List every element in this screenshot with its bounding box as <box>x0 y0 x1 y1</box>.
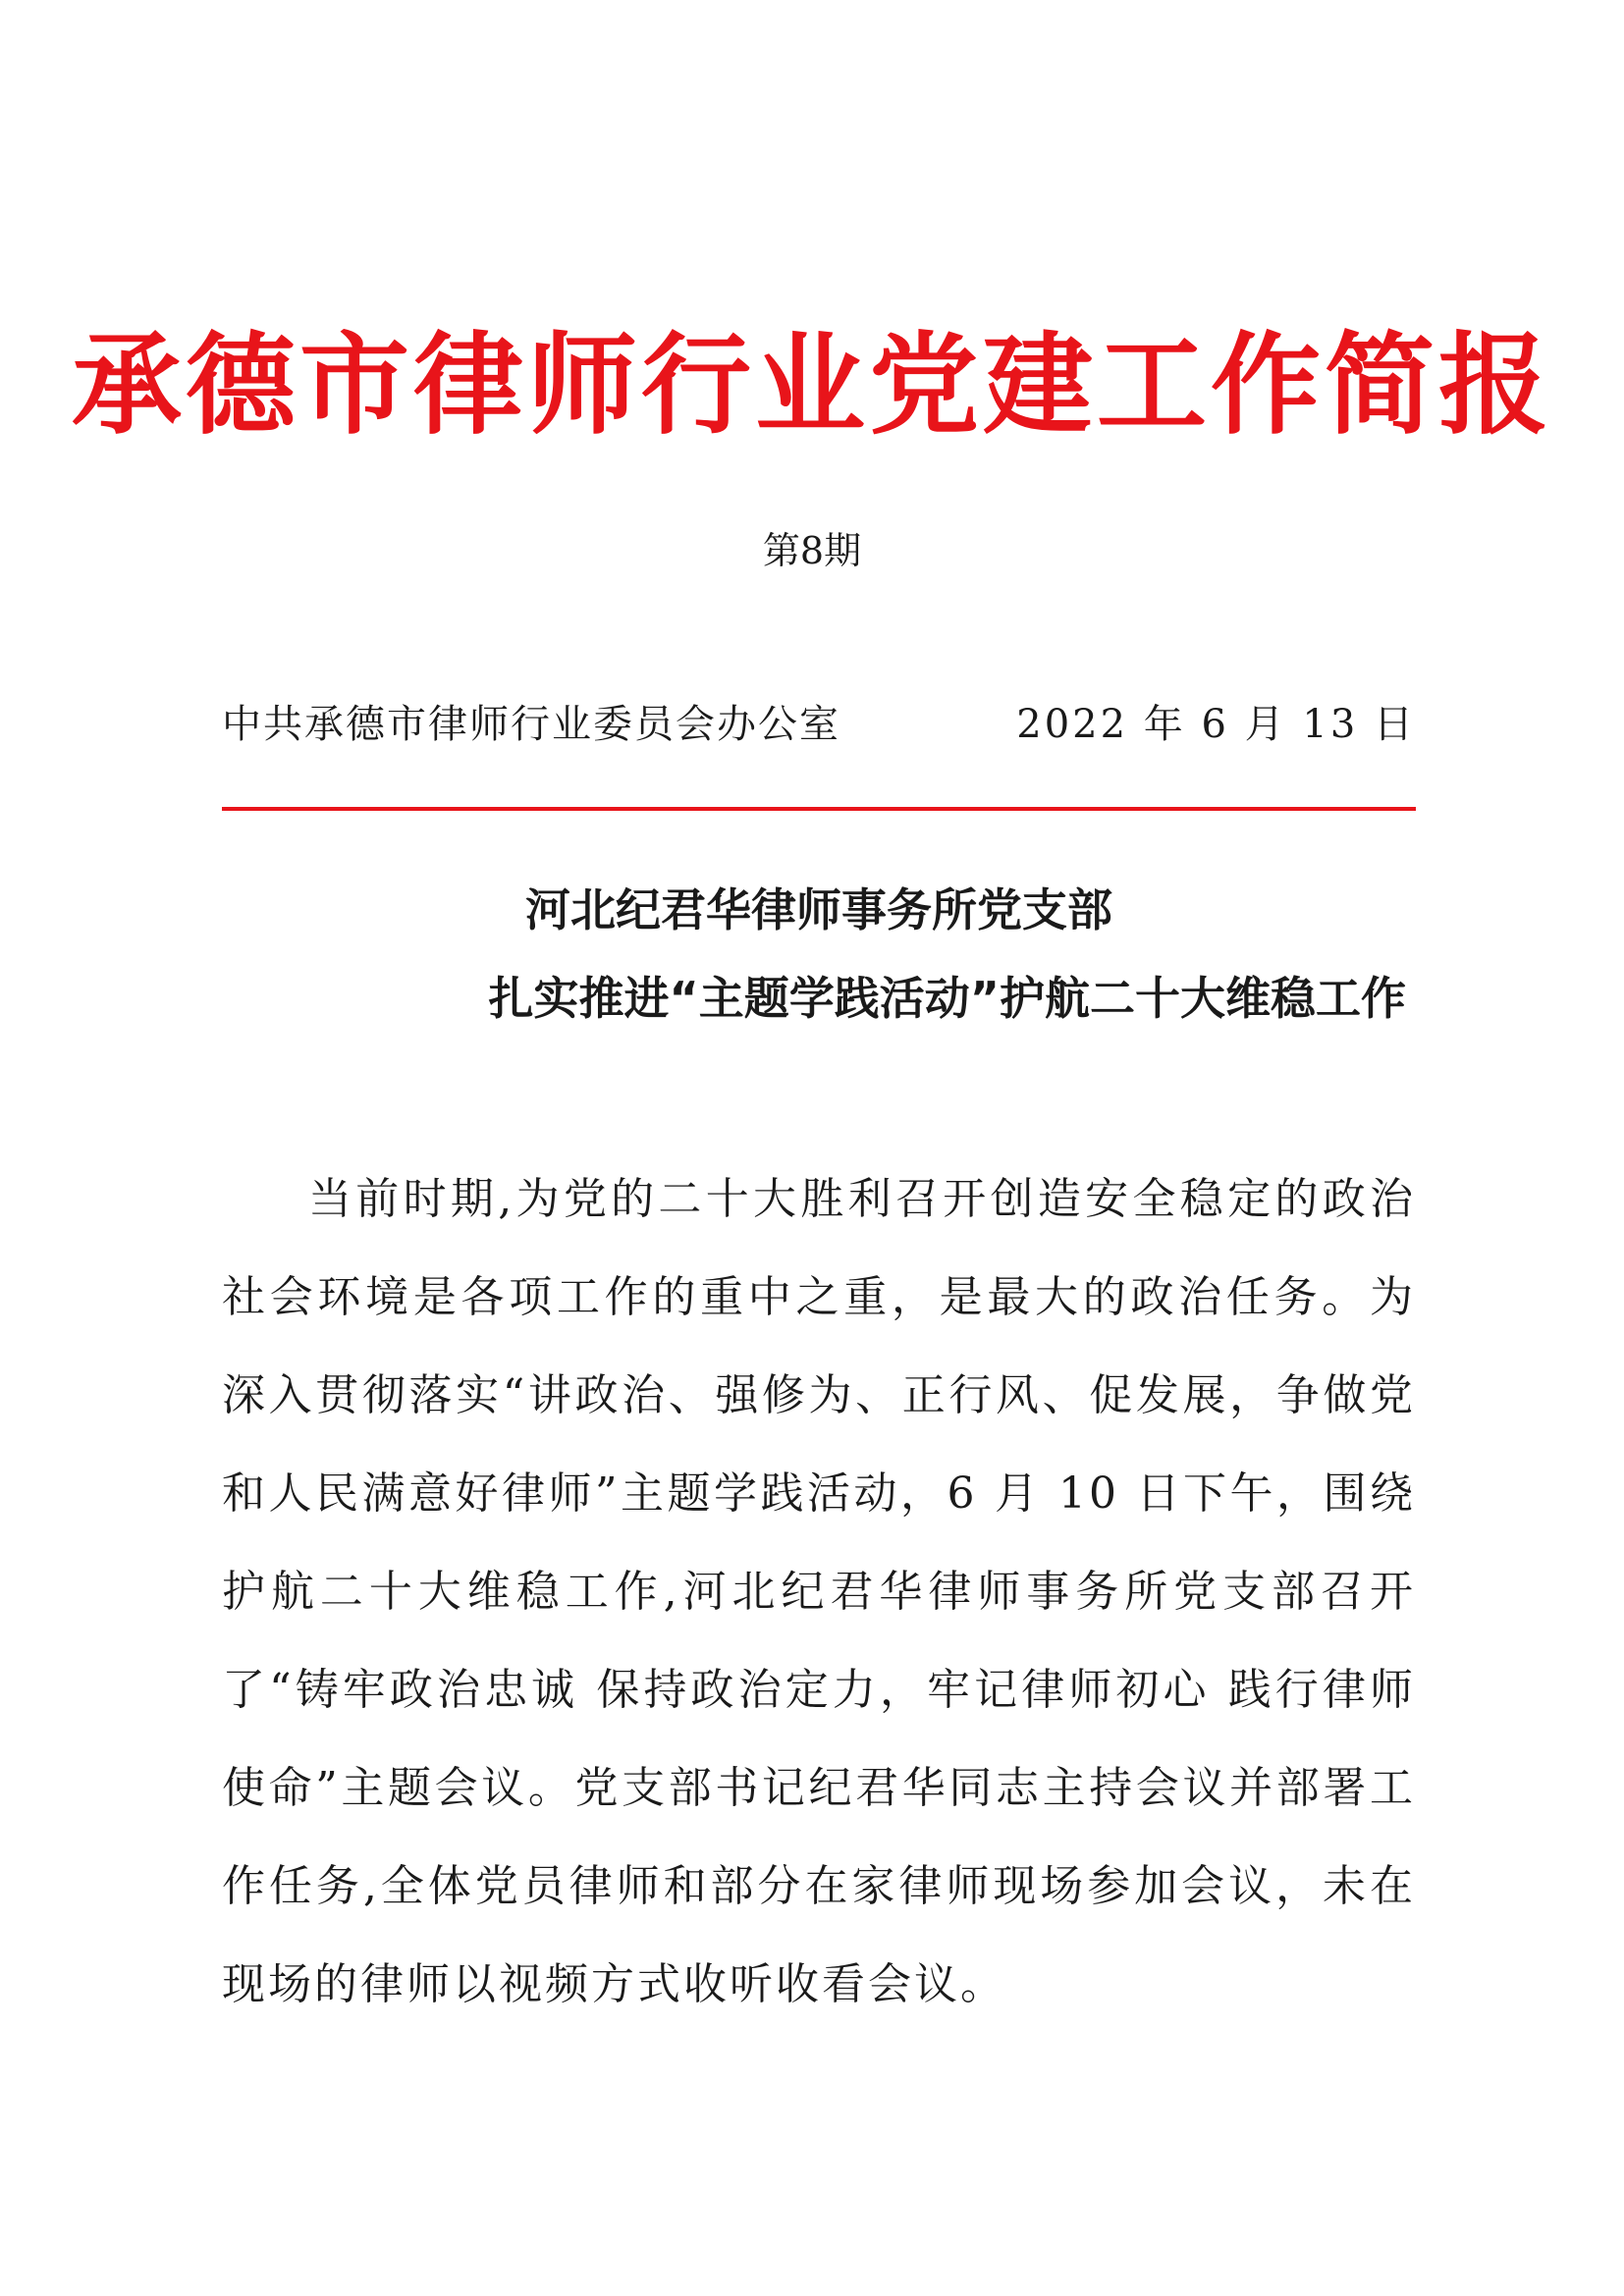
red-divider <box>222 807 1416 811</box>
issuer-name: 中共承德市律师行业委员会办公室 <box>222 702 840 747</box>
article-headline-line1: 河北纪君华律师事务所党支部 <box>525 883 1112 936</box>
masthead-title: 承德市律师行业党建工作简报 <box>72 321 1552 450</box>
issue-date: 2022 年 6 月 13 日 <box>1016 702 1416 747</box>
issue-number: 第8期 <box>762 529 862 572</box>
article-headline-line2: 扎实推进“主题学践活动”护航二十大维稳工作 <box>488 972 1406 1025</box>
article-paragraph: 当前时期,为党的二十大胜利召开创造安全稳定的政治社会环境是各项工作的重中之重，是最大的政治任务。为深入贯彻落实“讲政治、强修为、正行风、促发展，争做党和人民满意好律师”主题学践活动，6 月 10 日下午，围绕护航二十大维稳工作,河北纪君华律师事务所党支部召开了“铸牢政治忠诚 保持政治定力，牢记律师初心 践行律师使命”主题会议。党支部书记纪君华同志主持会议并部署工作任务,全体党员律师和部分在家律师现场参加会议，未在现场的律师以视频方式收听收看会议。 <box>222 1174 1416 2009</box>
issuer-row <box>222 695 1416 754</box>
